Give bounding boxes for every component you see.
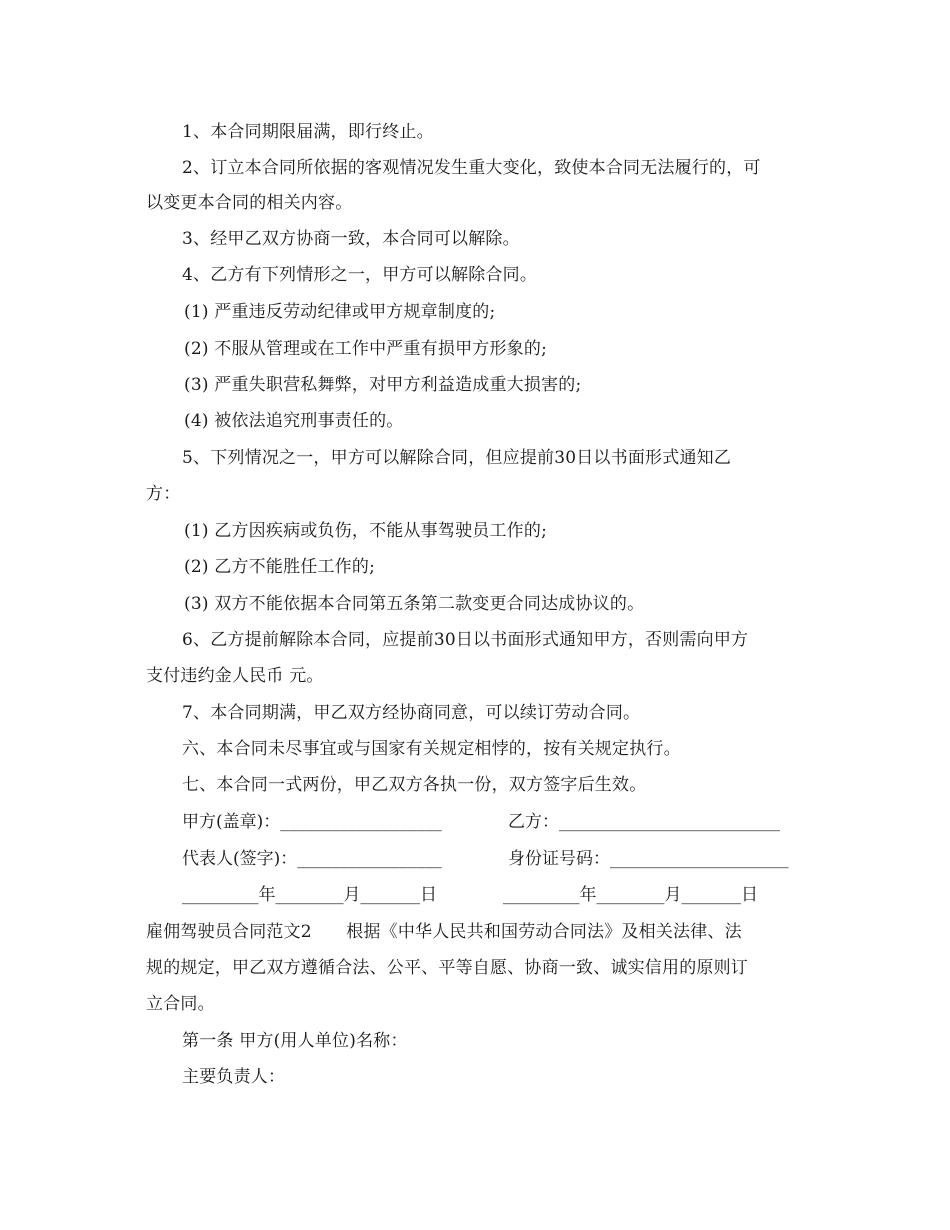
party-b-field: 乙方：__________________________ [508, 812, 780, 832]
representative-signature-field: 代表人(签字)：_________________ [182, 849, 442, 869]
clause-4: 4、乙方有下列情形之一，甲方可以解除合同。 [182, 265, 538, 285]
clause-5-item-2: (2) 乙方不能胜任工作的; [184, 557, 376, 577]
clause-6-line2: 支付违约金人民币 元。 [146, 666, 324, 686]
clause-3: 3、经甲乙双方协商一致，本合同可以解除。 [182, 229, 520, 249]
clause-5-item-1: (1) 乙方因疾病或负伤，不能从事驾驶员工作的; [184, 521, 548, 541]
article-1-employer-name: 第一条 甲方(用人单位)名称： [182, 1031, 408, 1051]
contract2-line2: 规的规定，甲乙双方遵循合法、公平、平等自愿、协商一致、诚实信用的原则订 [146, 958, 748, 978]
clause-4-item-2: (2) 不服从管理或在工作中严重有损甲方形象的; [184, 339, 548, 359]
clause-5-item-3: (3) 双方不能依据本合同第五条第二款变更合同达成协议的。 [184, 594, 645, 614]
clause-seven: 七、本合同一式两份，甲乙双方各执一份，双方签字后生效。 [182, 775, 647, 795]
clause-2-line2: 以变更本合同的相关内容。 [146, 193, 353, 213]
clause-5-line2: 方： [146, 484, 181, 504]
clause-5-line1: 5、下列情况之一，甲方可以解除合同，但应提前30日以书面形式通知乙 [182, 448, 732, 468]
clause-1: 1、本合同期限届满，即行终止。 [182, 122, 434, 142]
date-field-b: _________年________月_______日 [503, 885, 758, 905]
clause-six: 六、本合同未尽事宜或与国家有关规定相悖的，按有关规定执行。 [182, 739, 681, 759]
clause-4-item-4: (4) 被依法追究刑事责任的。 [184, 411, 404, 431]
contract2-line1: 雇佣驾驶员合同范文2 根据《中华人民共和国劳动合同法》及相关法律、法 [146, 922, 742, 942]
id-number-field: 身份证号码：_____________________ [508, 849, 789, 869]
clause-2-line1: 2、订立本合同所依据的客观情况发生重大变化，致使本合同无法履行的，可 [182, 158, 761, 178]
clause-6-line1: 6、乙方提前解除本合同，应提前30日以书面形式通知甲方，否则需向甲方 [182, 630, 749, 650]
party-a-seal-field: 甲方(盖章)：___________________ [182, 812, 442, 832]
contract2-line3: 立合同。 [146, 994, 215, 1014]
clause-4-item-3: (3) 严重失职营私舞弊，对甲方利益造成重大损害的; [184, 375, 582, 395]
clause-7: 7、本合同期满，甲乙双方经协商同意，可以续订劳动合同。 [182, 703, 641, 723]
date-field-a: _________年________月_______日 [182, 885, 437, 905]
principal-person: 主要负责人： [182, 1067, 286, 1087]
clause-4-item-1: (1) 严重违反劳动纪律或甲方规章制度的; [184, 302, 496, 322]
